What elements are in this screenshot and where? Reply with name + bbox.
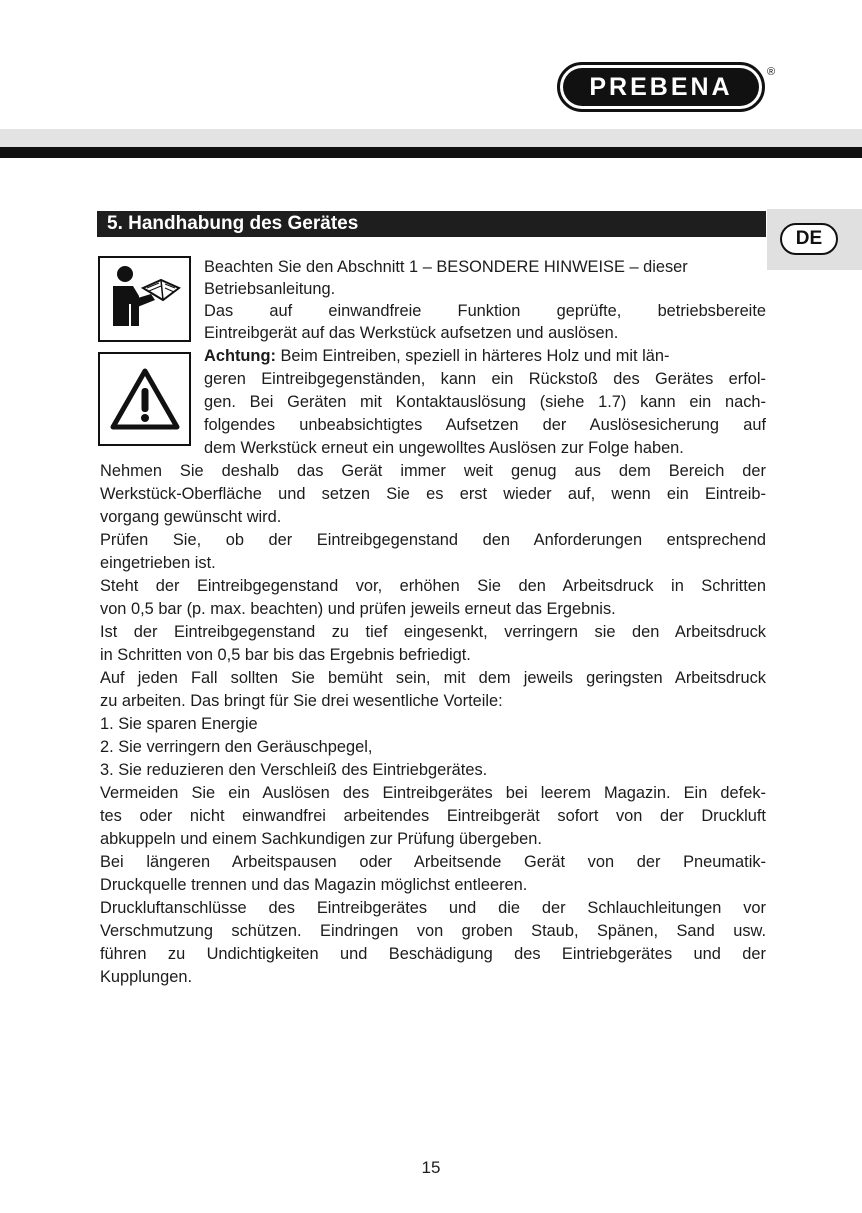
text-line: Beachten Sie den Abschnitt 1 – BESONDERE HINWEISE – dieser	[204, 258, 688, 276]
text-line: Nehmen Sie deshalb das Gerät immer weit genug aus dem Bereich der	[100, 462, 766, 480]
text-line: Prüfen Sie, ob der Eintreibgegenstand den Anforderungen entsprechend	[100, 531, 766, 549]
text-line: vorgang gewünscht wird.	[100, 508, 282, 526]
header-band-dark	[0, 147, 862, 158]
header-band-light	[0, 129, 862, 147]
text-line: Das auf einwandfreie Funktion geprüfte, betriebsbereite	[204, 302, 766, 320]
text-line: geren Eintreibgegenständen, kann ein Rückstoß des Gerätes erfol-	[204, 370, 766, 388]
warning-line	[204, 346, 669, 366]
text-line: dem Werkstück erneut ein ungewolltes Auslösen zur Folge haben.	[204, 439, 684, 457]
language-badge: DE	[780, 223, 838, 255]
text-line: Eintreibgerät auf das Werkstück aufsetzen und auslösen.	[204, 324, 619, 342]
text-line: tes oder nicht einwandfrei arbeitendes Eintreibgerät sofort von der Druckluft	[100, 807, 766, 825]
text-line: Druckquelle trennen und das Magazin möglichst entleeren.	[100, 876, 528, 894]
text-line: Bei längeren Arbeitspausen oder Arbeitsende Gerät von der Pneumatik-	[100, 853, 766, 871]
section-title: 5. Handhabung des Gerätes	[97, 211, 766, 237]
logo-wordmark: PREBENA	[563, 68, 759, 106]
registered-mark: ®	[767, 66, 776, 78]
text-line: führen zu Undichtigkeiten und Beschädigung des Eintriebgerätes und der	[100, 945, 766, 963]
text-line: Auf jeden Fall sollten Sie bemüht sein, mit dem jeweils geringsten Arbeitsdruck	[100, 669, 766, 687]
text-line: Ist der Eintreibgegenstand zu tief eingesenkt, verringern sie den Arbeitsdruck	[100, 623, 766, 641]
page-number: 15	[421, 1158, 441, 1177]
text-line: gen. Bei Geräten mit Kontaktauslösung (siehe 1.7) kann ein nach-	[204, 393, 766, 411]
text-line: Druckluftanschlüsse des Eintreibgerätes und die der Schlauchleitungen vor	[100, 899, 766, 917]
text-line: Verschmutzung schützen. Eindringen von groben Staub, Spänen, Sand usw.	[100, 922, 766, 940]
list-item: 1. Sie sparen Energie	[100, 715, 258, 733]
list-item: 2. Sie verringern den Geräuschpegel,	[100, 738, 373, 756]
text-line: Vermeiden Sie ein Auslösen des Eintreibgerätes bei leerem Magazin. Ein defek-	[100, 784, 766, 802]
warning-text: Beim Eintreiben, speziell in härteres Holz und mit län-	[275, 347, 670, 365]
text-line: eingetrieben ist.	[100, 554, 216, 572]
text-line: folgendes unbeabsichtigtes Aufsetzen der Auslösesicherung auf	[204, 416, 766, 434]
warning-triangle-icon	[98, 352, 191, 446]
prebena-logo	[557, 62, 765, 112]
text-line: von 0,5 bar (p. max. beachten) und prüfen jeweils erneut das Ergebnis.	[100, 600, 616, 618]
text-line: Kupplungen.	[100, 968, 193, 986]
warning-label: Achtung:	[204, 347, 276, 365]
text-line: zu arbeiten. Das bringt für Sie drei wesentliche Vorteile:	[100, 692, 503, 710]
text-line: in Schritten von 0,5 bar bis das Ergebnis befriedigt.	[100, 646, 471, 664]
text-line: Werkstück-Oberfläche und setzen Sie es erst wieder auf, wenn ein Eintreib-	[100, 485, 766, 503]
list-item: 3. Sie reduzieren den Verschleiß des Eintriebgerätes.	[100, 761, 488, 779]
text-line: abkuppeln und einem Sachkundigen zur Prüfung übergeben.	[100, 830, 542, 848]
text-line: Betriebsanleitung.	[204, 280, 336, 298]
reading-manual-icon	[98, 256, 191, 342]
text-line: Steht der Eintreibgegenstand vor, erhöhen Sie den Arbeitsdruck in Schritten	[100, 577, 766, 595]
